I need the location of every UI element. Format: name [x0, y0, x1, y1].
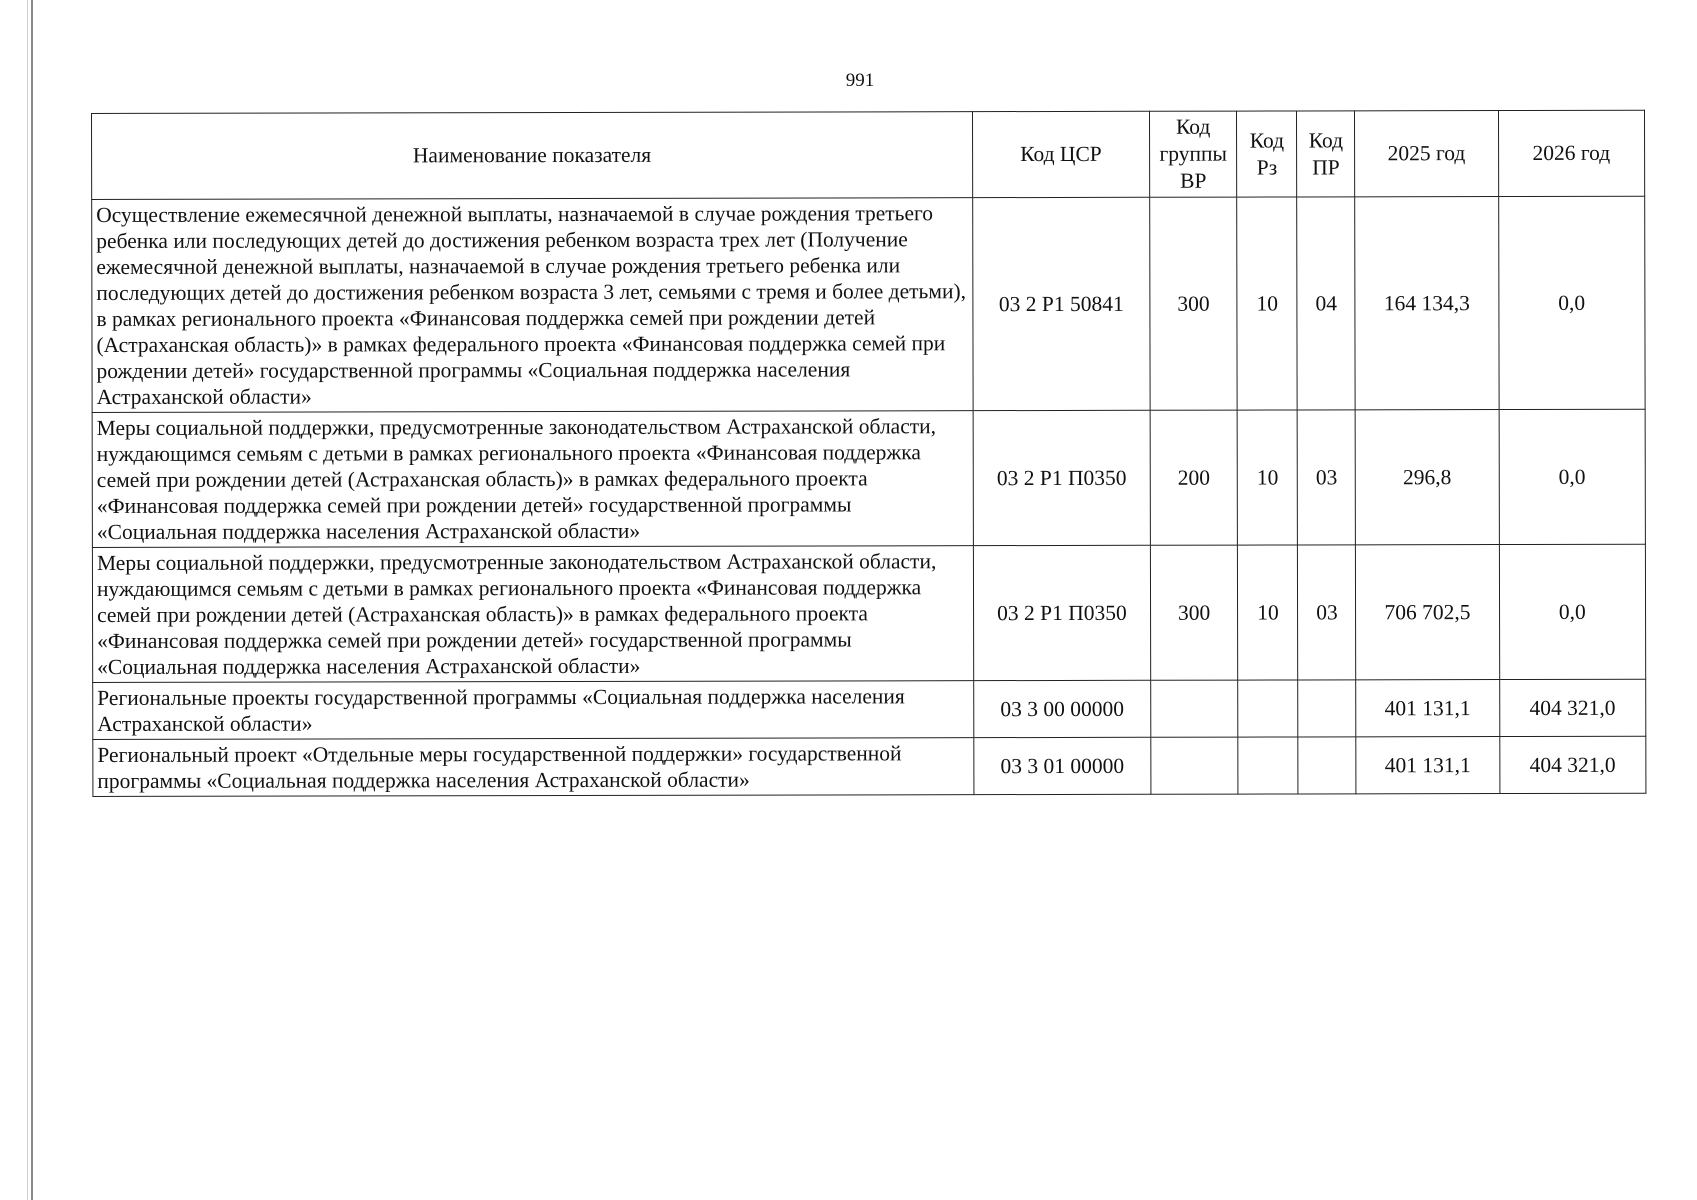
row-pr-code [1298, 737, 1356, 794]
row-pr-code: 03 [1298, 410, 1356, 545]
row-amount-2025: 401 131,1 [1356, 737, 1499, 794]
row-pr-code: 04 [1297, 197, 1355, 410]
header-csr-code: Код ЦСР [972, 111, 1149, 197]
row-csr-code: 03 2 P1 П0350 [973, 545, 1150, 680]
table-row [93, 679, 1646, 739]
row-csr-code: 03 3 01 00000 [974, 737, 1151, 794]
row-vr-code: 300 [1150, 545, 1238, 680]
table-row [93, 736, 1646, 796]
row-rz-code: 10 [1237, 410, 1297, 545]
row-vr-code: 200 [1150, 410, 1238, 545]
row-rz-code [1238, 680, 1298, 737]
row-name: Региональный проект «Отдельные меры государственной поддержки» государственной программы «Социальная поддержка населения Астраханской области» [93, 738, 974, 797]
row-csr-code: 03 3 00 00000 [974, 680, 1151, 737]
row-amount-2026: 404 321,0 [1499, 736, 1646, 793]
table-row [92, 196, 1645, 412]
row-name: Региональные проекты государственной программы «Социальная поддержка населения Астраханской области» [93, 681, 974, 740]
row-name: Осуществление ежемесячной денежной выплаты, назначаемой в случае рождения третьего ребенка или последующих детей до достижения ребенком возраста трех лет (Получение ежемесячной денежной выплаты, назначаемой в случае рождения третьего ребенка или последующих детей до достижения ребенком возраста 3 лет, семьями с тремя и более детьми), в рамках регионального проекта «Финансовая поддержка семей при рождении детей (Астраханская область)» в рамках федерального проекта «Финансовая поддержка семей при рождении детей» государственной программы «Социальная поддержка населения Астраханской области» [92, 198, 973, 413]
header-year-2025: 2025 год [1355, 111, 1498, 197]
row-vr-code [1151, 737, 1239, 794]
binding-edge-line [31, 0, 33, 1200]
budget-table [91, 110, 1646, 797]
header-pr-code: Код ПР [1297, 111, 1355, 197]
row-pr-code: 03 [1298, 545, 1356, 680]
row-vr-code: 300 [1150, 197, 1238, 410]
header-name: Наименование показателя [92, 112, 973, 200]
row-rz-code: 10 [1238, 545, 1298, 680]
table-row [92, 409, 1645, 547]
row-pr-code [1298, 680, 1356, 737]
budget-table-container [91, 110, 1646, 797]
table-row [92, 544, 1645, 682]
row-amount-2025: 401 131,1 [1356, 680, 1499, 737]
row-name: Меры социальной поддержки, предусмотренные законодательством Астраханской области, нуждающимся семьям с детьми в рамках регионального проекта «Финансовая поддержка семей при рождении детей (Астраханская область)» в рамках федерального проекта «Финансовая поддержка семей при рождении детей» государственной программы «Социальная поддержка населения Астраханской области» [92, 411, 973, 548]
row-vr-code [1151, 680, 1239, 737]
row-amount-2026: 0,0 [1498, 196, 1645, 409]
row-rz-code: 10 [1237, 197, 1298, 410]
row-amount-2026: 0,0 [1499, 544, 1646, 679]
row-rz-code [1238, 737, 1298, 794]
row-amount-2025: 296,8 [1355, 410, 1498, 545]
row-csr-code: 03 2 P1 П0350 [973, 410, 1150, 545]
binding-edge-line-faint [27, 0, 28, 1200]
table-header-row [92, 110, 1645, 199]
row-amount-2025: 164 134,3 [1355, 197, 1499, 410]
row-amount-2026: 404 321,0 [1499, 679, 1646, 736]
header-year-2026: 2026 год [1498, 110, 1645, 196]
row-amount-2025: 706 702,5 [1356, 545, 1499, 680]
header-rz-code: Код Рз [1237, 111, 1297, 197]
page-number: 991 [845, 70, 875, 91]
row-csr-code: 03 2 P1 50841 [973, 197, 1150, 410]
header-vr-code: Код группы ВР [1149, 111, 1237, 197]
row-name: Меры социальной поддержки, предусмотренные законодательством Астраханской области, нуждающимся семьям с детьми в рамках регионального проекта «Финансовая поддержка семей при рождении детей (Астраханская область)» в рамках федерального проекта «Финансовая поддержка семей при рождении детей» государственной программы «Социальная поддержка населения Астраханской области» [92, 546, 973, 683]
row-amount-2026: 0,0 [1499, 409, 1646, 544]
